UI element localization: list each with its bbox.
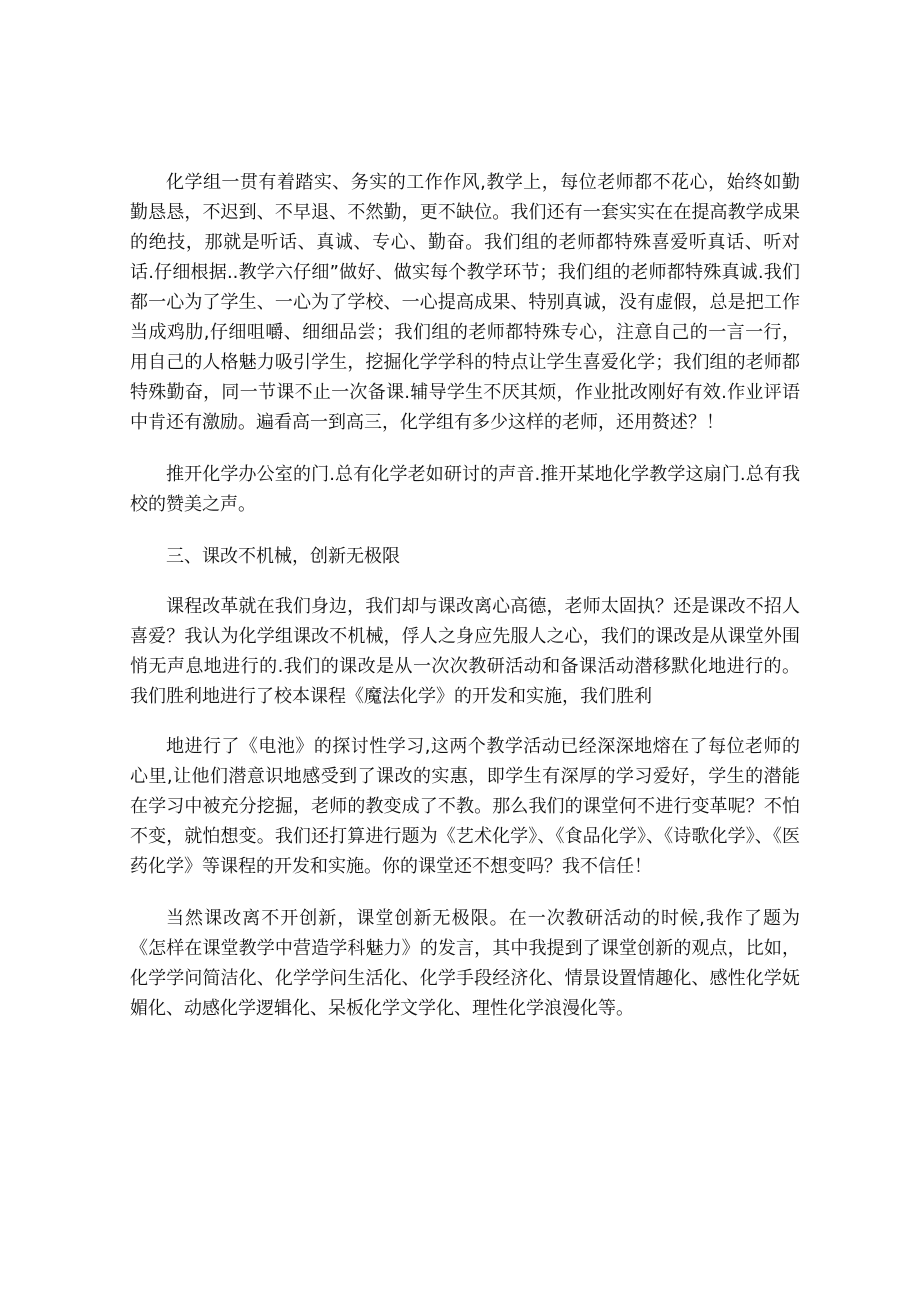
section-heading-curriculum-reform: 三、课改不机械，创新无极限 xyxy=(166,546,400,567)
document-body xyxy=(130,168,800,1024)
paragraph-curriculum-reform: 课程改革就在我们身边，我们却与课改离心高德，老师太固执？还是课改不招人喜爱？我认为化学组课改不机械，俘人之身应先服人之心，我们的课改是从课堂外围悄无声息地进行的.我们的课改是从一次次教研活动和备课活动潜移默化地进行的。我们胜利地进行了校本课程《魔法化学》的开发和实施，我们胜利 xyxy=(130,596,800,707)
paragraph-teaching-style: 化学组一贯有着踏实、务实的工作作风,教学上，每位老师都不花心，始终如勤勤恳恳，不迟到、不早退、不然勤，更不缺位。我们还有一套实实在在提高教学成果的绝技，那就是听话、真诚、专心、勤奋。我们组的老师都特殊喜爱听真话、听对话.仔细根据..教学六仔细”做好、做实每个教学环节；我们组的老师都特殊真诚.我们都一心为了学生、一心为了学校、一心提高成果、特别真诚，没有虚假，总是把工作当成鸡肋,仔细咀嚼、细细品尝；我们组的老师都特殊专心，注意自己的一言一行，用自己的人格魅力吸引学生，挖掘化学学科的特点让学生喜爱化学；我们组的老师都特殊勤奋，同一节课不止一次备课.辅导学生不厌其烦，作业批改刚好有效.作业评语中肯还有激励。遍看高一到高三，化学组有多少这样的老师，还用赘述？！ xyxy=(130,172,800,433)
paragraph-classroom-innovation: 当然课改离不开创新，课堂创新无极限。在一次教研活动的时候,我作了题为《怎样在课堂教学中营造学科魅力》的发言，其中我提到了课堂创新的观点，比如，化学学问简洁化、化学学问生活化、化学手段经济化、情景设置情趣化、感性化学妩媚化、动感化学逻辑化、呆板化学文学化、理性化学浪漫化等。 xyxy=(130,908,800,1019)
paragraph-battery-study: 地进行了《电池》的探讨性学习,这两个教学活动已经深深地熔在了每位老师的心里,让他们潜意识地感受到了课改的实惠，即学生有深厚的学习爱好，学生的潜能在学习中被充分挖掘，老师的教变成了不教。那么我们的课堂何不进行变革呢？不怕不变，就怕想变。我们还打算进行题为《艺术化学》、《食品化学》、《诗歌化学》、《医药化学》等课程的开发和实施。你的课堂还不想变吗？我不信任！ xyxy=(130,736,800,877)
paragraph-office-door: 推开化学办公室的门.总有化学老如研讨的声音.推开某地化学教学这扇门.总有我校的赞美之声。 xyxy=(130,464,800,515)
